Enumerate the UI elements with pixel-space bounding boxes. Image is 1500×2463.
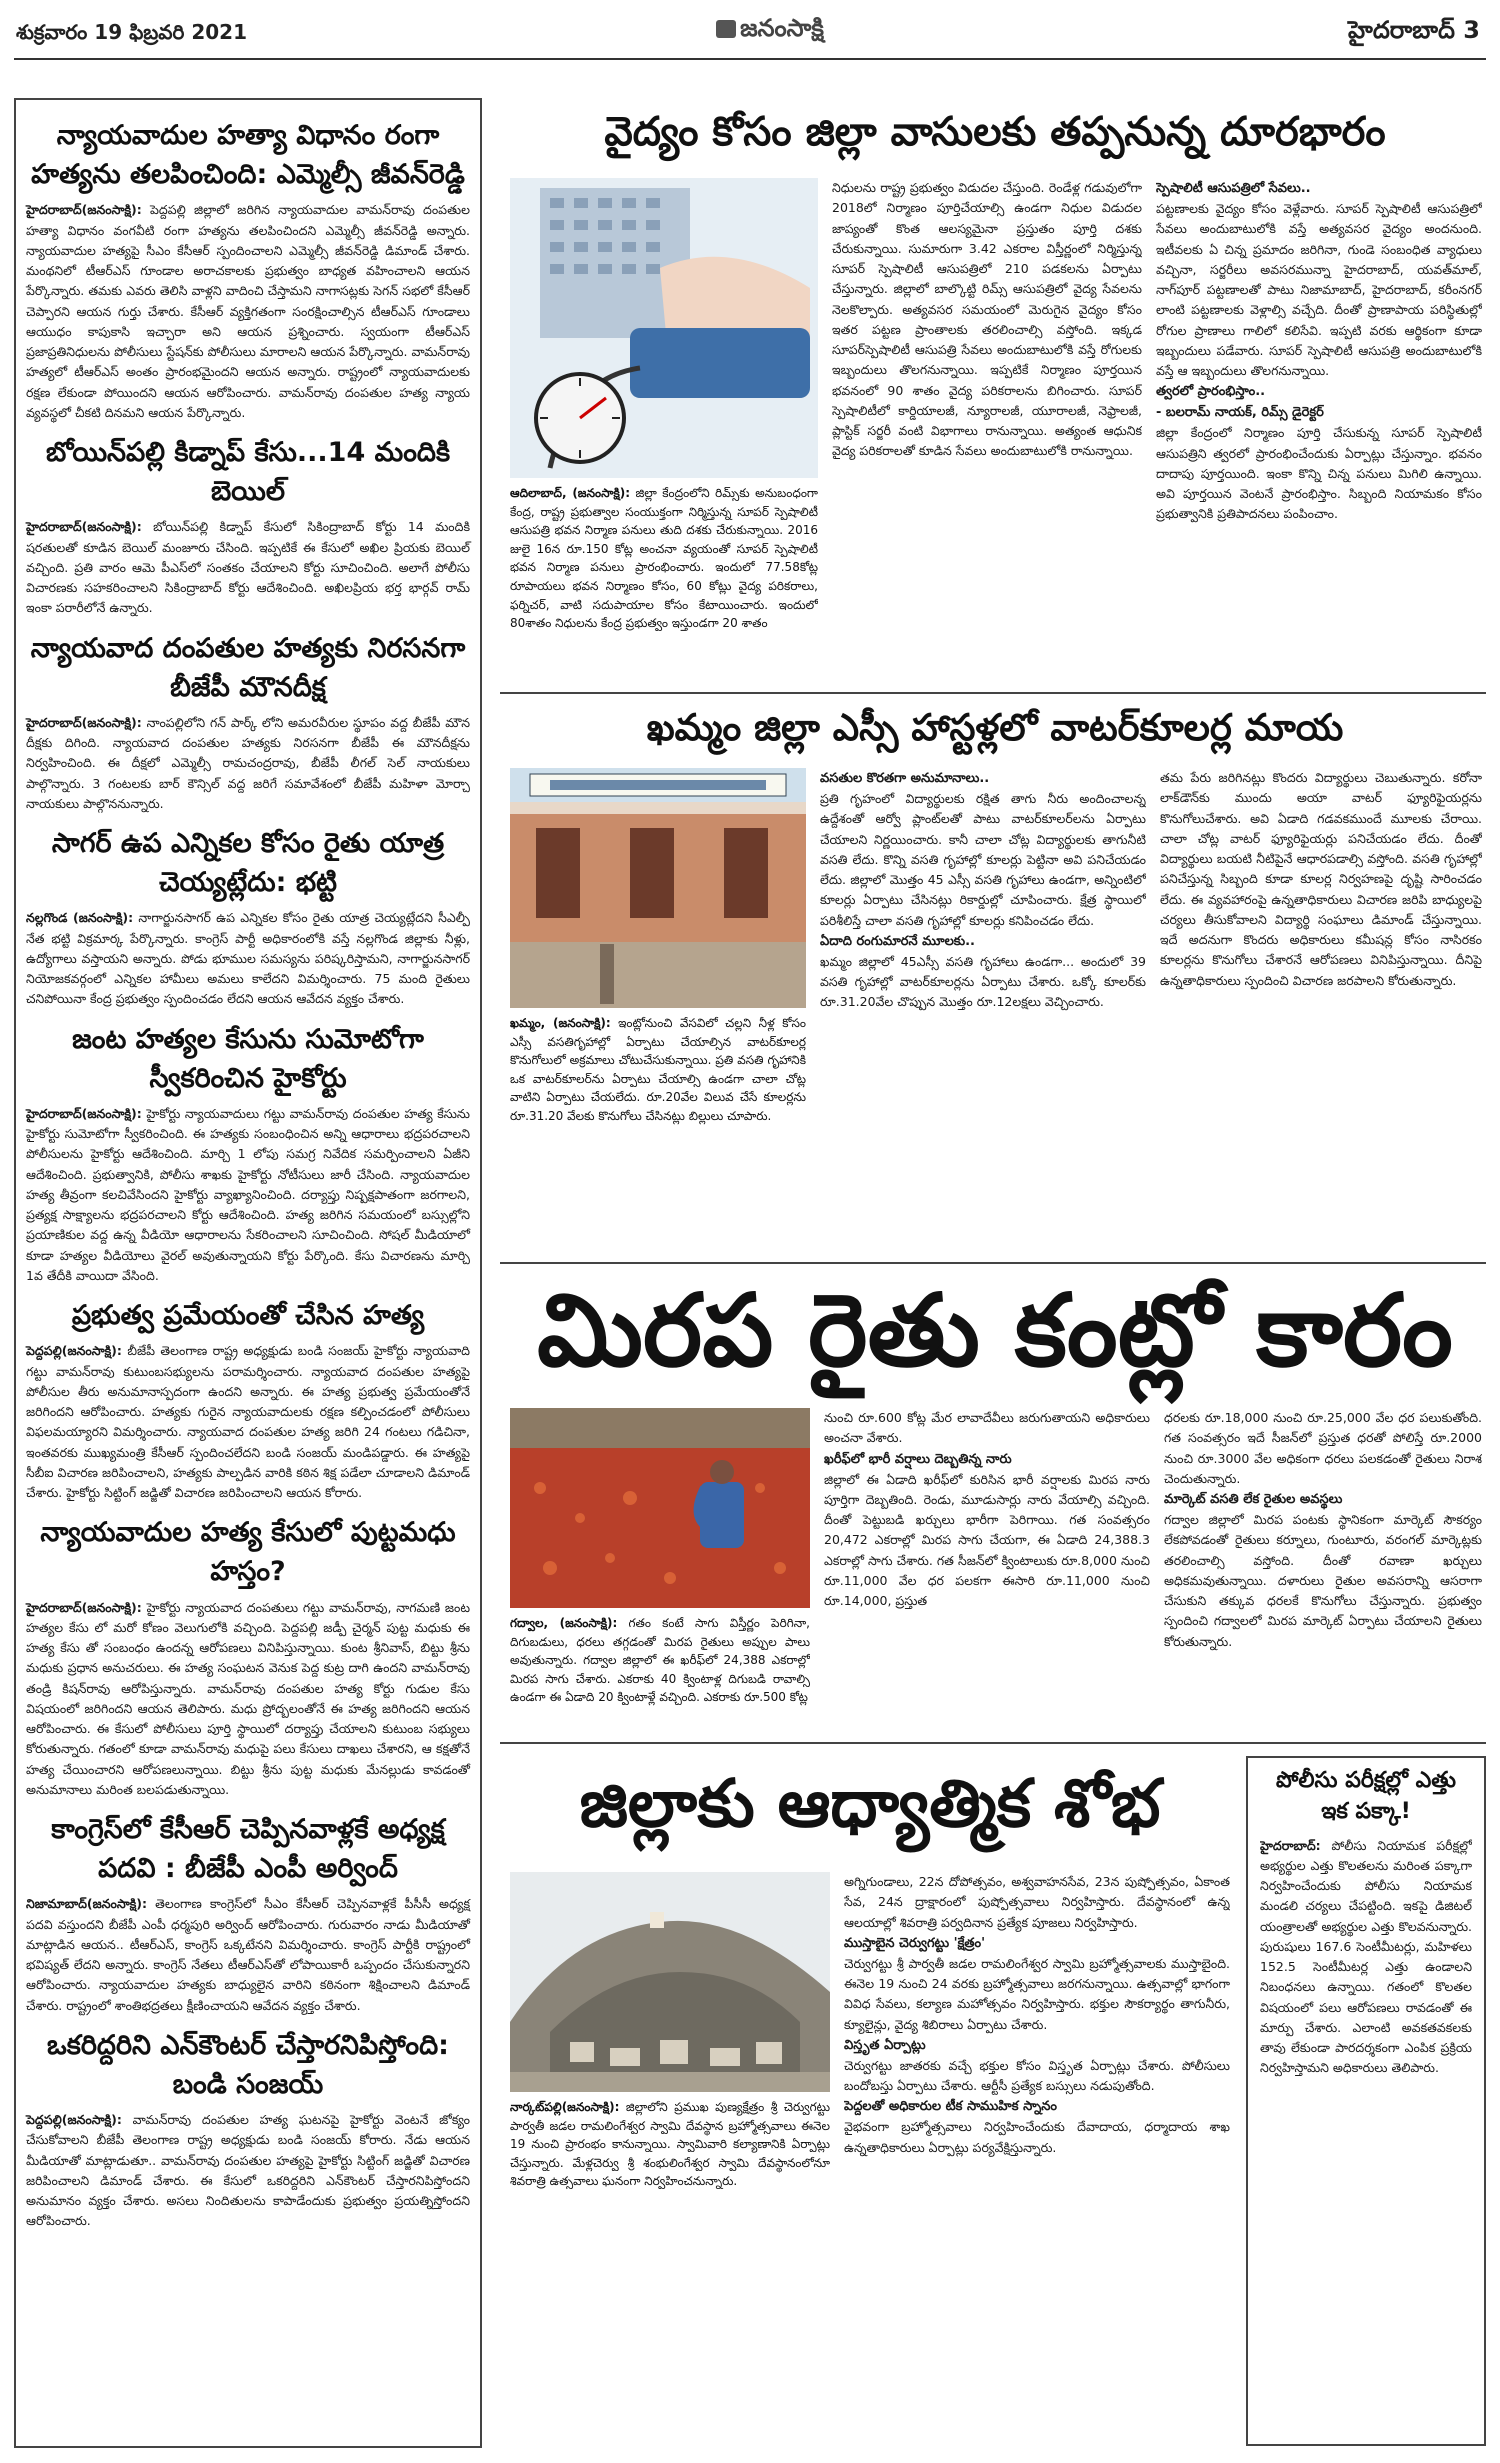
spiritual-col-a: అగ్నిగుండాలు, 22న దోపోత్సవం, అశ్వవాహనసేవ, 23న పుష్పోత్సవం, ఏకాంత సేవ, 24న ద్రాక్షారంలో పుష్పోత్సవాలు నిర్వహిస్తారు. దేవస్థానంలో ఉన్న ఆలయాల్లో శివరాత్రి పర్వదినాన ప్రత్యేక పూజలు నిర్వహిస్తారు. ముస్తాబైన చెర్వుగట్టు 'క్షేత్రం' చెర్వుగట్టు శ్రీ పార్వతీ జడల రామలింగేశ్వర స్వామి బ్రహ్మోత్సవాలకు ముస్తాబైంది. ఈనెల 19 నుంచి 24 వరకు బ్రహ్మోత్సవాలు జరగనున్నాయి. ఉత్సవాల్లో భాగంగా వివిధ సేవలు, కల్యాణ మహోత్సవం నిర్వహిస్తారు. భక్తుల సౌకర్యార్థం తాగునీరు, క్యూలైన్లు, వైద్య శిబిరాలు ఏర్పాటు చేశారు. విస్తృత ఏర్పాట్లు చెర్వుగట్టు జాతరకు వచ్చే భక్తుల కోసం విస్తృత ఏర్పాట్లు చేశారు. పోలీసులు బందోబస్తు ఏర్పాటు చేశారు. ఆర్టీసీ ప్రత్యేక బస్సులు నడుపుతోంది. పెద్దలతో అధికారుల టీక సాముహిక స్నానం వైభవంగా బ్రహ్మోత్సవాలు నిర్వహించేందుకు దేవాదాయ, ధర్మాదాయ శాఖ ఉన్నతాధికారులు ఏర్పాట్లు పర్యవేక్షిస్తున్నారు. [844, 1874, 1230, 2155]
story-encounter [26, 2026, 470, 2232]
headline-chilli: మిరప రైతు కంట్లో కారం [537, 1272, 1453, 1389]
story-kidnap-bail [26, 433, 470, 619]
story-heading: బోయిన్‌పల్లి కిడ్నాప్‌ కేసు...14 మందికి బెయిల్‌ [45, 437, 451, 508]
story-body: నిజామాబాద్‌(జనంసాక్షి): తెలంగాణ కాంగ్రెస్‌లో సీఎం కేసీఆర్‌ చెప్పినవాళ్లకే పీసీసీ అధ్యక్ష పదవి వస్తుందని బీజేపీ ఎంపీ ధర్మపురి అర్వింద్‌ ఆరోపించారు. గురువారం నాడు మీడియాతో మాట్లాడిన ఆయన.. టీఆర్‌ఎస్‌, కాంగ్రెస్‌ ఒక్కటేనని విమర్శించారు. కాంగ్రెస్‌ పార్టీకి రాష్ట్రంలో భవిష్యత్‌ లేదని అన్నారు. కాంగ్రెస్‌ నేతలు టీఆర్‌ఎస్‌తో లోపాయికారీ ఒప్పందం చేసుకున్నారని ఆరోపించారు. న్యాయవాదుల హత్యకు బాధ్యులైన వారిని కఠినంగా శిక్షించాలని డిమాండ్‌ చేశారు. రాష్ట్రంలో శాంతిభద్రతలు క్షీణించాయని ఆవేదన వ్యక్తం చేశారు. [26, 1896, 470, 2013]
hospital-caption: ఆదిలాబాద్‌, (జనంసాక్షి): జిల్లా కేంద్రంలోని రిమ్స్‌కు అనుబంధంగా కేంద్ర, రాష్ట్ర ప్రభుత్వాల సంయుక్తంగా నిర్మిస్తున్న సూపర్‌ స్పెషాలిటీ ఆసుపత్రి భవన నిర్మాణ పనులు తుది దశకు చేరుకున్నాయి. 2016 జులై 16న రూ.150 కోట్ల అంచనా వ్యయంతో సూపర్‌ స్పెషాలిటీ భవన నిర్మాణ పనులు ప్రారంభించారు. ఇందులో 77.58కోట్ల రూపాయలు భవన నిర్మాణం కోసం, 60 కోట్లు వైద్య పరికరాలు, ఫర్నిచర్‌, వాటి సదుపాయాల కోసం కేటాయించారు. ఇందులో 80శాతం నిధులను కేంద్ర ప్రభుత్వం ఇస్తుండగా 20 శాతం [510, 486, 818, 631]
box-body: హైదరాబాద్‌: పోలీసు నియామక పరీక్షల్లో అభ్యర్థుల ఎత్తు కొలతలను మరింత పక్కాగా నిర్వహించేందుకు పోలీసు నియామక మండలి చర్యలు చేపట్టింది. ఇకపై డిజిటల్‌ యంత్రాలతో అభ్యర్థుల ఎత్తు కొలవనున్నారు. పురుషులు 167.6 సెంటీమీటర్లు, మహిళలు 152.5 సెంటీమీటర్ల ఎత్తు ఉండాలని నిబంధనలు ఉన్నాయి. గతంలో కొలతల విషయంలో పలు ఆరోపణలు రావడంతో ఈ మార్పు చేశారు. ఎలాంటి అవకతవకలకు తావు లేకుండా పారదర్శకంగా ఎంపిక ప్రక్రియ నిర్వహిస్తామని అధికారులు తెలిపారు. [1260, 1837, 1472, 2076]
story-heading: న్యాయవాదుల హత్యా విధానం రంగా హత్యను తలపించింది: ఎమ్మెల్సీ జీవన్‌రెడ్డి [31, 120, 465, 191]
story-heading: న్యాయవాదుల హత్య కేసులో పుట్టమధు హస్తం? [40, 1517, 456, 1588]
subheading: మార్కెట్‌ వసతి లేక రైతుల అవస్థలు [1164, 1492, 1343, 1507]
story-body: పెద్దపల్లి(జనంసాక్షి): వామన్‌రావు దంపతుల హత్య ఘటనపై హైకోర్టు వెంటనే జోక్యం చేసుకోవాలని బీజేపీ తెలంగాణ రాష్ట్ర అధ్యక్షుడు బండి సంజయ్‌ కోరారు. నేడు ఆయన మీడియాతో మాట్లాడుతూ.. వామన్‌రావు దంపతుల హత్యపై హైకోర్టు సిట్టింగ్‌ జడ్జితో విచారణ జరిపించాలని డిమాండ్‌ చేశారు. ఈ కేసులో ఒకరిద్దరిని ఎన్‌కౌంటర్‌ చేస్తారనిపిస్తోందని అనుమానం వ్యక్తం చేశారు. అసలు నిందితులను కాపాడేందుకు ప్రభుత్వం ప్రయత్నిస్తోందని ఆరోపించారు. [26, 2112, 470, 2229]
story-body: హైదరాబాద్‌(జనంసాక్షి): నాంపల్లిలోని గన్‌ పార్క్‌ లోని అమరవీరుల స్థూపం వద్ద బీజేపీ మౌన దీక్షకు దిగింది. న్యాయవాద దంపతుల హత్యకు నిరసనగా బీజేపీ ఈ మౌనదీక్షను నిర్వహించింది. ఈ దీక్షలో ఎమ్మెల్సీ రామచంద్రరావు, బీజేపీ లీగల్‌ సెల్‌ నాయకులు పాల్గొన్నారు. 3 గంటలకు బార్‌ కౌన్సిల్‌ వద్ద జరిగే సమావేశంలో బీజేపీ మహిళా మోర్చా నాయకులు పాల్గొననున్నారు. [26, 714, 470, 811]
subheading: ముస్తాబైన చెర్వుగట్టు 'క్షేత్రం' [844, 1935, 986, 1951]
chilli-caption: గద్వాల, (జనంసాక్షి): గతం కంటే సాగు విస్తీర్ణం పెరిగినా, దిగుబడులు, ధరలు తగ్గడంతో మిరప రైతులు అప్పుల పాలు అవుతున్నారు. గద్వాల జిల్లాలో ఈ ఖరీఫ్‌లో 24,388 ఎకరాల్లో మిరప సాగు చేశారు. ఎకరాకు 40 క్వింటాళ్ల దిగుబడి రావాల్సి ఉండగా ఈ ఏడాది 20 క్వింటాళ్లే వచ్చింది. ఎకరాకు రూ.500 కోట్ల [510, 1616, 810, 1705]
chilli-field-image [510, 1408, 810, 1608]
story-body: హైదరాబాద్‌(జనంసాక్షి): పెద్దపల్లి జిల్లాలో జరిగిన న్యాయవాదుల వామన్‌రావు దంపతుల హత్యా విధానం వంగవీటి రంగా హత్యను తలపించిందని ఎమ్మెల్సీ జీవన్‌రెడ్డి అన్నారు. న్యాయవాదుల హత్యపై సీఎం కేసీఆర్‌ స్పందించాలని ఎమ్మెల్సీ జీవన్‌రెడ్డి డిమాండ్‌ చేశారు. మంథనిలో టీఆర్‌ఎస్‌ గూండాల అరాచకాలకు ప్రభుత్వం బాధ్యత వహించాలని ఆయన పేర్కొన్నారు. తమకు ఎవరు తెలిసి వాళ్లని వాదించి చేస్తామని నాగాసట్లకు సెగన్‌ సభలో కేసీఆర్‌ చెప్పారని ఆయన గుర్తు చేశారు. కేసీఆర్‌ వ్యక్తిగతంగా సంరక్షించాల్సిన టీఆర్‌ఎస్‌ గూండాలు ఆయుధం కాపుకాసి ఇచ్చారా అని ఆయన ప్రశ్నించారు. స్వయంగా టీఆర్‌ఎస్‌ ప్రజాప్రతినిధులను పోలీసులు స్టేషన్‌కు పోలీసులు మారాలని ఆయన పేర్కొన్నారు. వామన్‌రావు హత్యలో టీఆర్‌ఎస్‌ అంతం ప్రారంభమైందని ఆయన అన్నారు. రాష్ట్రంలో న్యాయవాదులకు రక్షణ లేకుండా పోయిందని ఆయన ఆరోపించారు. వామన్‌రావు దంపతుల హత్య న్యాయ వ్యవస్థలో చీకటి దినమని ఆయన పేర్కొన్నారు. [26, 202, 470, 420]
subheading: ఖరీఫ్‌లో భారీ వర్షాలు దెబ్బతిన్న నారు [824, 1451, 1012, 1467]
story-body: హైదరాబాద్‌(జనంసాక్షి): బోయిన్‌పల్లి కిడ్నాప్‌ కేసులో సికింద్రాబాద్‌ కోర్టు 14 మందికి షరతులతో కూడిన బెయిల్‌ మంజూరు చేసింది. ఇప్పటికే ఈ కేసులో అఖిల ప్రియకు బెయిల్‌ వచ్చింది. ప్రతి వారం ఆమె పీఎస్‌లో సంతకం చేయాలని కోర్టు సూచించింది. అలాగే పోలీసు విచారణకు సహకరించాలని సికింద్రాబాద్‌ కోర్టు ఆదేశించింది. అఖిలప్రియ భర్త భార్గవ్‌ రామ్‌ ఇంకా పరారీలోనే ఉన్నారు. [26, 519, 470, 616]
hostel-caption: ఖమ్మం, (జనంసాక్షి): ఇంట్లోనుంచి వేసవిలో చల్లని నీళ్ల కోసం ఎస్సీ వసతిగృహాల్లో ఏర్పాటు చేయాల్సిన వాటర్‌కూలర్ల కొనుగోలులో అక్రమాలు చోటుచేసుకున్నాయి. ప్రతి వసతి గృహానికి ఒక వాటర్‌కూలర్‌ను ఏర్పాటు చేయాల్సి ఉండగా చాలా చోట్ల వాటిని ఏర్పాటు చేయలేదు. రూ.20వేల విలువ చేసే కూలర్లను రూ.31.20 వేలకు కొనుగోలు చేసినట్లు బిల్లులు చూపారు. [510, 1016, 806, 1123]
temple-caption: నార్కట్‌పల్లి(జనంసాక్షి): జిల్లాలోని ప్రముఖ పుణ్యక్షేత్రం శ్రీ చెర్వుగట్టు పార్వతీ జడల రామలింగేశ్వర స్వామి దేవస్థాన బ్రహ్మోత్సవాలు ఈనెల 19 నుంచి ప్రారంభం కానున్నాయి. స్వామివారి కల్యాణానికి ఏర్పాట్లు చేస్తున్నారు. మేళ్లచెర్వు శ్రీ శంభులింగేశ్వర స్వామి దేవస్థానంలోనూ శివరాత్రి ఉత్సవాలు ఘనంగా నిర్వహించనున్నారు. [510, 2100, 830, 2189]
story-heading: కాంగ్రెస్‌లో కేసీఆర్‌ చెప్పినవాళ్లకే అధ్యక్ష పదవి : బీజేపీ ఎంపీ అర్వింద్‌ [51, 1814, 445, 1885]
section-divider [500, 1262, 1486, 1264]
left-news-column [14, 98, 482, 2448]
chilli-col-a: నుంచి రూ.600 కోట్ల మేర లావాదేవీలు జరుగుతాయని అధికారులు అంచనా వేశారు. ఖరీఫ్‌లో భారీ వర్షాలు దెబ్బతిన్న నారు జిల్లాలో ఈ ఏడాది ఖరీఫ్‌లో కురిసిన భారీ వర్షాలకు మిరప నారు పూర్తిగా దెబ్బతింది. రెండు, మూడుసార్లు నారు వేయాల్సి వచ్చింది. దీంతో పెట్టుబడి ఖర్చులు భారీగా పెరిగాయి. గత సంవత్సరం 20,472 ఎకరాల్లో మిరప సాగు చేయగా, ఈ ఏడాది 24,388.3 ఎకరాల్లో సాగు చేశారు. గత సీజన్‌లో క్వింటాలుకు రూ.8,000 నుంచి రూ.11,000 వేల ధర పలకగా ఈసారి రూ.11,000 నుంచి రూ.14,000, ప్రస్తుత [824, 1410, 1150, 1609]
story-heading: ఒకరిద్దరిని ఎన్‌కౌంటర్‌ చేస్తారనిపిస్తోంది: బండి సంజయ్‌ [47, 2029, 449, 2100]
hill-temple-image [510, 1872, 830, 2092]
byline: - బలరామ్‌ నాయక్‌, రిమ్స్‌ డైరెక్టర్‌ [1156, 405, 1324, 421]
subheading: ఏదాది రంగుమారనే మూలకు.. [820, 933, 975, 949]
subheading: పెద్దలతో అధికారుల టీక సాముహిక స్నానం [844, 2099, 1057, 2115]
masthead-rule [14, 58, 1486, 60]
chilli-photo [510, 1408, 810, 1608]
hospital-bp-image [510, 178, 818, 478]
hostel-photo [510, 768, 806, 1008]
paper-logo-icon [716, 20, 736, 38]
coolers-col-a: వసతుల కొరతగా అనుమానాలు.. ప్రతి గృహంలో విద్యార్థులకు రక్షిత తాగు నీరు అందించాలన్న ఉద్దేశంతో ఆర్వో ప్లాంట్‌లతో పాటు వాటర్‌కూలర్‌లను ఏర్పాటు చేయాలని నిర్ణయించారు. కానీ చాలా చోట్ల విద్యార్థులకు తాగునీటి వసతి లేదు. కొన్ని వసతి గృహాల్లో కూలర్లు పెట్టినా అవి పనిచేయడం లేదు. జిల్లాలో మొత్తం 45 ఎస్సీ వసతి గృహాలు ఉండగా, అన్నింటిలో కూలర్లు ఏర్పాటు చేసినట్లు రికార్డుల్లో చూపించారు. క్షేత్ర స్థాయిలో పరిశీలిస్తే చాలా వసతి గృహాల్లో కూలర్లు కనిపించడం లేదు. ఏదాది రంగుమారనే మూలకు.. ఖమ్మం జిల్లాలో 45ఎస్సీ వసతి గృహాలు ఉండగా... అందులో 39 వసతి గృహాల్లో వాటర్‌కూలర్లను ఏర్పాటు చేశారు. ఒక్కో కూలర్‌కు రూ.31.20వేల చొప్పున మొత్తం రూ.12లక్షలు వెచ్చించారు. [820, 768, 1146, 1254]
health-col-a: నిధులను రాష్ట్ర ప్రభుత్వం విడుదల చేస్తుంది. రెండేళ్ల గడువులోగా 2018లో నిర్మాణం పూర్తిచేయాల్సి ఉండగా నిధుల విడుదల జాప్యంతో కొంత ఆలస్యమైనా ప్రస్తుతం పూర్తి దశకు చేరుకున్నాయి. సుమారుగా 3.42 ఎకరాల విస్తీర్ణంలో నిర్మిస్తున్న సూపర్‌ స్పెషాలిటీ ఆసుపత్రిలో 210 పడకలను ఏర్పాటు చేస్తున్నారు. జిల్లాలో బాల్కొట్టి రిమ్స్‌ ఆసుపత్రిలో వైద్య సేవలను నెలకొల్పారు. అత్యవసర సమయంలో మెరుగైన వైద్యం కోసం ఇతర పట్టణ ప్రాంతాలకు తరలించాల్సి వస్తోంది. ఇక్కడ సూపర్‌స్పెషాలిటీ ఆసుపత్రి సేవలు అందుబాటులోకి వస్తే రోగులకు ఇబ్బందులు తొలగనున్నాయి. ఇప్పటికే నిర్మాణం పూర్తయిన భవనంలో 90 శాతం వైద్య పరికరాలను బిగించారు. సూపర్‌ స్పెషాలిటీలో కార్డియాలజీ, న్యూరాలజీ, యూరాలజీ, నెఫ్రాలజీ, ప్లాస్టిక్‌ సర్జరీ వంటి విభాగాలు రానున్నాయి. అత్యంత ఆధునిక వైద్య పరికరాలతో కూడిన సేవలు అందుబాటులోకి రానున్నాయి. [832, 180, 1142, 459]
police-exam-box [1246, 1756, 1486, 2446]
chilli-col-b: ధరలకు రూ.18,000 నుంచి రూ.25,000 వేల ధర పలుకుతోంది. గత సంవత్సరం ఇదే సీజన్‌లో ప్రస్తుత ధరతో పోలిస్తే రూ.2000 నుంచి రూ.3000 వేల అధికంగా ధరలు పలకడంతో రైతులు నిరాశ చెందుతున్నారు. మార్కెట్‌ వసతి లేక రైతుల అవస్థలు గద్వాల జిల్లాలో మిరప పంటకు స్థానికంగా మార్కెట్‌ సౌకర్యం లేకపోవడంతో రైతులు కర్నూలు, గుంటూరు, వరంగల్‌ మార్కెట్లకు తరలించాల్సి వస్తోంది. దీంతో రవాణా ఖర్చులు అధికమవుతున్నాయి. దళారులు రైతుల అవసరాన్ని ఆసరాగా చేసుకుని తక్కువ ధరలకే కొనుగోలు చేస్తున్నారు. ప్రభుత్వం స్పందించి గద్వాలలో మిరప మార్కెట్‌ ఏర్పాటు చేయాలని రైతులు కోరుతున్నారు. [1164, 1410, 1482, 1649]
story-govt-murder [26, 1296, 470, 1503]
subheading: విస్తృత ఏర్పాట్లు [844, 2037, 926, 2053]
story-body: హైదరాబాద్‌(జనంసాక్షి): హైకోర్టు న్యాయవాద దంపతులు గట్టు వామన్‌రావు, నాగమణి జంట హత్యల కేసు లో మరో కోణం వెలుగులోకి వచ్చింది. పెద్దపల్లి జడ్పీ చైర్మన్‌ పుట్ట మధుకు ఈ హత్య కేసు తో సంబంధం ఉందన్న ఆరోపణలు వినిపిస్తున్నాయి. కుంట శ్రీనివాస్‌, బిట్టు శ్రీను మధుకు ప్రధాన అనుచరులు. ఈ హత్య సంఘటన వెనుక పెద్ద కుట్ర దాగి ఉందని వామన్‌రావు తండ్రి కిషన్‌రావు ఆరోపిస్తున్నారు. వామన్‌రావు దంపతుల హత్య కోర్టు గుడుల కేసు విషయంలో జరిగిందని ఆయన తెలిపారు. మధు ప్రోద్బలంతోనే ఈ హత్య జరిగిందని ఆయన ఆరోపించారు. ఈ కేసులో పోలీసులు పూర్తి స్థాయిలో దర్యాప్తు చేయాలని కుటుంబ సభ్యులు కోరుతున్నారు. గతంలో కూడా వామన్‌రావు మధుపై పలు కేసులు దాఖలు చేశారని, ఆ కక్షతోనే హత్య చేయించారని ఆరోపణలున్నాయి. బిట్టు శ్రీను పుట్ట మధుకు మేనల్లుడు కావడంతో అనుమానాలు మరింత బలపడుతున్నాయి. [26, 1599, 470, 1797]
story-body: హైదరాబాద్‌(జనంసాక్షి): హైకోర్టు న్యాయవాదులు గట్టు వామన్‌రావు దంపతుల హత్య కేసును హైకోర్టు సుమోటోగా స్వీకరించింది. ఈ హత్యకు సంబంధించిన అన్ని ఆధారాలు భద్రపరచాలని పోలీసులను హైకోర్టు ఆదేశించింది. మార్చి 1 లోపు సమగ్ర నివేదిక సమర్పించాలని ఏజీని ఆదేశించింది. ప్రభుత్వానికి, పోలీసు శాఖకు హైకోర్టు నోటీసులు జారీ చేసింది. న్యాయవాదుల హత్య తీవ్రంగా కలచివేసిందని హైకోర్టు వ్యాఖ్యానించింది. దర్యాప్తు నిష్పక్షపాతంగా జరగాలని, ప్రత్యక్ష సాక్ష్యాలను భద్రపరచాలని కోర్టు ఆదేశించింది. హత్య జరిగిన సమయంలో బస్సుల్లోని ప్రయాణికుల వద్ద ఉన్న వీడియో ఆధారాలను సేకరించాలని సూచించింది. సోషల్‌ మీడియాలో కూడా హత్యల వీడియోలు వైరల్‌ అవుతున్నాయని కోర్టు పేర్కొంది. కేసు విచారణను మార్చి 1వ తేదీకి వాయిదా వేసింది. [26, 1105, 470, 1283]
headline-spiritual: జిల్లాకు ఆధ్యాత్మిక శోభ [579, 1765, 1161, 1842]
hostel-building-image [510, 768, 806, 1008]
health-col-b: స్పెషాలిటీ ఆసుపత్రిలో సేవలు.. పట్టణాలకు వైద్యం కోసం వెళ్లేవారు. సూపర్‌ స్పెషాలిటీ ఆసుపత్రిలో సేవలు అందుబాటులోకి వస్తే అత్యవసర వైద్యం అందనుంది. ఇటీవలకు ఏ చిన్న ప్రమాదం జరిగినా, గుండె సంబంధిత వ్యాధులు వచ్చినా, సర్జరీలు అవసరమున్నా హైదరాబాద్‌, యవత్‌మాల్‌, నాగ్‌పూర్‌ పట్టణాలతో పాటు నిజామాబాద్‌, హైదరాబాద్‌, కరీంనగర్‌ లాంటి పట్టణాలకు వెళ్లాల్సి వచ్చేది. దీంతో ప్రాణాపాయ పరిస్థితుల్లో రోగుల ప్రాణాలు గాలిలో కలిసేవి. ఇప్పటి వరకు ఆర్థికంగా కూడా ఇబ్బందులు పడేవారు. సూపర్‌ స్పెషాలిటీ ఆసుపత్రి అందుబాటులోకి వస్తే ఆ ఇబ్బందులు తొలగనున్నాయి. త్వరలో ప్రారంభిస్తాం.. - బలరామ్‌ నాయక్‌, రిమ్స్‌ డైరెక్టర్‌ జిల్లా కేంద్రంలో నిర్మాణం పూర్తి చేసుకున్న సూపర్‌ స్పెషాలిటీ ఆసుపత్రిని త్వరలో ప్రారంభించేందుకు ఏర్పాట్లు చేస్తున్నాం. భవనం దాదాపు పూర్తయింది. ఇంకా కొన్ని చిన్న పనులు మిగిలి ఉన్నాయి. అవి పూర్తయిన వెంటనే ప్రారంభిస్తాం. సిబ్బంది నియామకం కోసం ప్రభుత్వానికి ప్రతిపాదనలు పంపించాం. [1156, 178, 1482, 683]
story-heading: న్యాయవాద దంపతుల హత్యకు నిరసనగా బీజేపీ మౌనదీక్ష [30, 632, 466, 703]
headline-health: వైద్యం కోసం జిల్లా వాసులకు తప్పనున్న దూరభారం [604, 109, 1386, 155]
temple-photo [510, 1872, 830, 2092]
story-body: నల్లగొండ (జనంసాక్షి): నాగార్జునసాగర్‌ ఉప ఎన్నికల కోసం రైతు యాత్ర చెయ్యట్లేదని సీఎల్పీ నేత భట్టి విక్రమార్క పేర్కొన్నారు. కాంగ్రెస్‌ పార్టీ అధికారంలోకి వస్తే నల్లగొండ జిల్లాకు నీళ్లు, ఉద్యోగాలు వస్తాయని అన్నారు. పోడు భూముల సమస్యను పరిష్కరిస్తామని, నాగార్జునసాగర్‌ నియోజకవర్గంలో ఎన్నికల హామీలు అమలు కాలేదని విమర్శించారు. 75 మంది రైతులు చనిపోయినా కేంద్ర ప్రభుత్వం స్పందించడం లేదని ఆయన ఆవేదన వ్యక్తం చేశారు. [26, 910, 470, 1007]
subheading: వసతుల కొరతగా అనుమానాలు.. [820, 771, 990, 786]
story-bjp-protest [26, 629, 470, 815]
newspaper-name: జనంసాక్షి [640, 14, 900, 48]
story-body: పెద్దపల్లి(జనంసాక్షి): బీజేపీ తెలంగాణ రాష్ట్ర అధ్యక్షుడు బండి సంజయ్‌ హైకోర్టు న్యాయవాది గట్టు వామన్‌రావు కుటుంబసభ్యులను పరామర్శించారు. న్యాయవాద దంపతుల హత్యపై పోలీసుల తీరు అనుమానాస్పదంగా ఉందని అన్నారు. ఈ హత్య ప్రభుత్వ ప్రమేయంతోనే జరిగిందని ఆరోపించారు. హత్యకు గురైన న్యాయవాదులకు రక్షణ కల్పించడంలో పోలీసులు విఫలమయ్యారని విమర్శించారు. న్యాయవాద దంపతుల హత్య జరిగి 24 గంటలు గడిచినా, ఇంతవరకు ముఖ్యమంత్రి కేసీఆర్‌ స్పందించలేదని బండి సంజయ్‌ మండిపడ్డారు. ఈ హత్యపై సీబీఐ విచారణ జరిపించాలని, హత్యకు పాల్పడిన వారికి కఠిన శిక్ష పడేలా చూడాలని డిమాండ్‌ చేశారు. హైకోర్టు సిట్టింగ్‌ జడ్జితో విచారణ జరిపించాలని ఆయన కోరారు. [26, 1343, 470, 1501]
story-puttamadhu [26, 1513, 470, 1800]
hospital-photo [510, 178, 818, 478]
story-lawyer-murder [26, 116, 470, 423]
issue-date: శుక్రవారం 19 ఫిబ్రవరి 2021 [16, 20, 248, 44]
story-arvind [26, 1810, 470, 2016]
story-heading: సాగర్‌ ఉప ఎన్నికల కోసం రైతు యాత్ర చెయ్యట్లేదు: భట్టి [51, 828, 445, 899]
subheading: త్వరలో ప్రారంభిస్తాం.. [1156, 384, 1266, 400]
section-divider [500, 692, 1486, 694]
story-bhatti [26, 824, 470, 1010]
headline-water-coolers: ఖమ్మం జిల్లా ఎస్సీ హాస్టళ్లలో వాటర్‌కూలర్ల మాయ [646, 706, 1344, 749]
coolers-col-b: తమ పేరు జరిగినట్లు కొందరు విద్యార్థులు చెబుతున్నారు. కరోనా లాక్‌డౌన్‌కు ముందు అయా వాటర్‌ ఫ్యూరిఫైయర్లను కొనుగోలుచేశారు. అవి ఏడాది గడవకముందే మూలకు చేరాయి. చాలా చోట్ల వాటర్‌ ఫ్యూరిఫైయర్లు పనిచేయడం లేదు. దీంతో విద్యార్థులు బయటి నీటిపైనే ఆధారపడాల్సి వస్తోంది. వసతి గృహాల్లో పనిచేస్తున్న సిబ్బంది కూడా కూలర్ల నిర్వహణపై దృష్టి సారించడం లేదు. ఈ వ్యవహారంపై ఉన్నతాధికారులు విచారణ జరిపి బాధ్యులపై చర్యలు తీసుకోవాలని విద్యార్థి సంఘాలు డిమాండ్‌ చేస్తున్నాయి. ఇదే అదనుగా కొందరు అధికారులు కమీషన్ల కోసం నాసిరకం కూలర్లను కొనుగోలు చేశారనే ఆరోపణలు వినిపిస్తున్నాయి. దీనిపై ఉన్నతాధికారులు స్పందించి విచారణ జరపాలని కోరుతున్నారు. [1160, 770, 1482, 988]
page-section: హైదరాబాద్ 3 [1348, 16, 1480, 44]
box-headline: పోలీసు పరీక్షల్లో ఎత్తు ఇక పక్కా! [1275, 1768, 1457, 1824]
subheading: స్పెషాలిటీ ఆసుపత్రిలో సేవలు.. [1156, 181, 1311, 196]
story-heading: జంట హత్యల కేసును సుమోటోగా స్వీకరించిన హైకోర్టు [72, 1023, 424, 1094]
story-heading: ప్రభుత్వ ప్రమేయంతో చేసిన హత్య [71, 1300, 425, 1332]
story-high-court [26, 1020, 470, 1287]
section-divider [500, 1742, 1486, 1744]
